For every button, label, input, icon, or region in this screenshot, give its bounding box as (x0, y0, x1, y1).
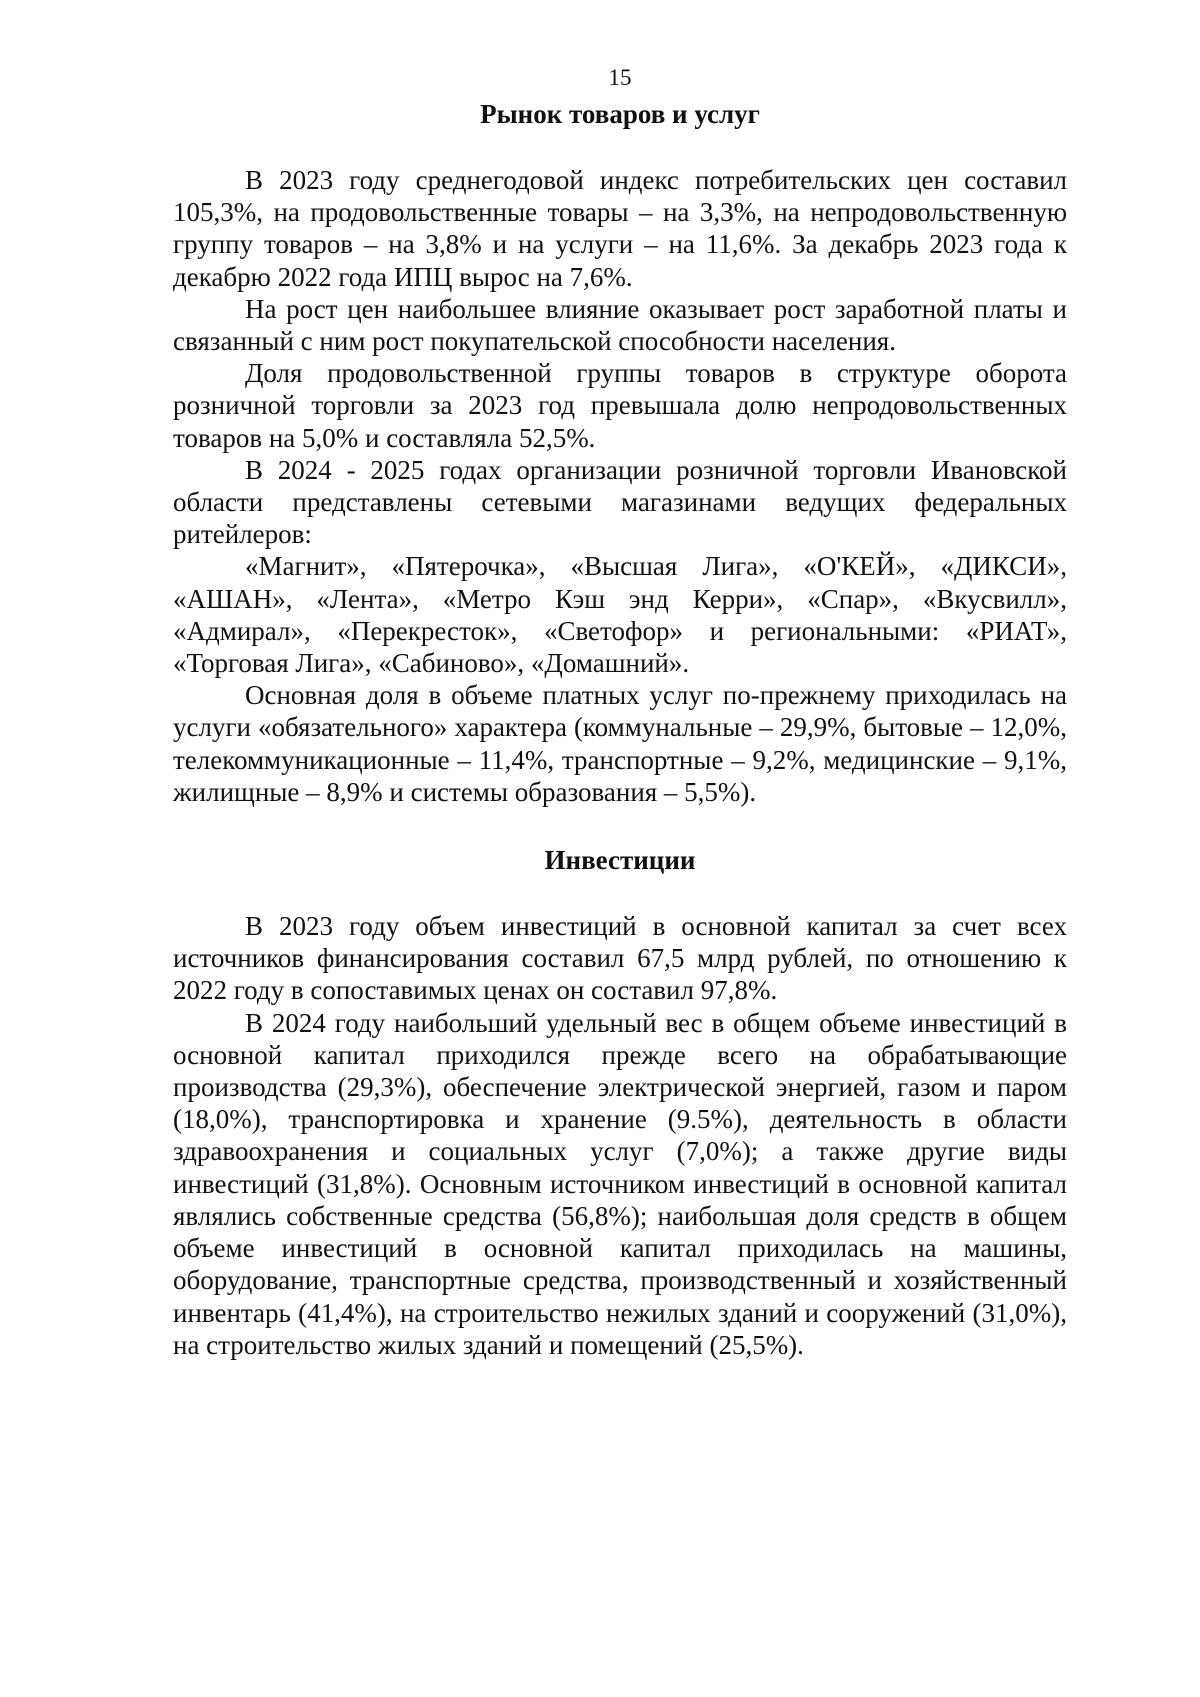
paragraph: На рост цен наибольшее влияние оказывает рост заработной платы и связанный с ним рост покупательской способности населения. (173, 293, 1067, 357)
paragraph: В 2023 году объем инвестиций в основной капитал за счет всех источников финансирования составил 67,5 млрд рублей, по отношению к 2022 году в сопоставимых ценах он составил 97,8%. (173, 911, 1067, 1006)
paragraph: В 2024 году наибольший удельный вес в общем объеме инвестиций в основной капитал приходился прежде всего на обрабатывающие производства (29,3%), обеспечение электрической энергией, газом и паром (18,0%), транспортировка и хранение (9.5%), деятельность в области здравоохранения и социальных услуг (7,0%); а также другие виды инвестиций (31,8%). Основным источником инвестиций в основной капитал являлись собственные средства (56,8%); наибольшая доля средств в общем объеме инвестиций в основной капитал приходилась на машины, оборудование, транспортные средства, производственный и хозяйственный инвентарь (41,4%), на строительство нежилых зданий и сооружений (31,0%), на строительство жилых зданий и помещений (25,5%). (173, 1007, 1067, 1360)
section-title-investments: Инвестиции (544, 845, 696, 876)
paragraph: В 2024 - 2025 годах организации розничной торговли Ивановской области представлены сетевыми магазинами ведущих федеральных ритейлеров: (173, 454, 1067, 550)
section-body-investments (173, 910, 1067, 1361)
paragraph: «Магнит», «Пятерочка», «Высшая Лига», «О'КЕЙ», «ДИКСИ», «АШАН», «Лента», «Метро Кэш энд Керри», «Спар», «Вкусвилл», «Адмирал», «Перекресток», «Светофор» и региональными: «РИАТ», «Торговая Лига», «Сабиново», «Домашний». (173, 551, 1067, 679)
page-number: 15 (608, 65, 632, 90)
document-page (173, 64, 1067, 1361)
section-title-market: Рынок товаров и услуг (480, 99, 760, 129)
paragraph: Основная доля в объеме платных услуг по-прежнему приходилась на услуги «обязательного» характера (коммунальные – 29,9%, бытовые – 12,0%, телекоммуникационные – 11,4%, транспортные – 9,2%, медицинские – 9,1%, жилищные – 8,9% и системы образования – 5,5%). (173, 680, 1067, 807)
paragraph: Доля продовольственной группы товаров в структуре оборота розничной торговли за 2023 год превышала долю непродовольственных товаров на 5,0% и составляла 52,5%. (173, 358, 1067, 453)
section-body-market (173, 164, 1067, 808)
paragraph: В 2023 году среднегодовой индекс потребительских цен составил 105,3%, на продовольственные товары – на 3,3%, на непродовольственную группу товаров – на 3,8% и на услуги – на 11,6%. За декабрь 2023 года к декабрю 2022 года ИПЦ вырос на 7,6%. (173, 165, 1067, 292)
